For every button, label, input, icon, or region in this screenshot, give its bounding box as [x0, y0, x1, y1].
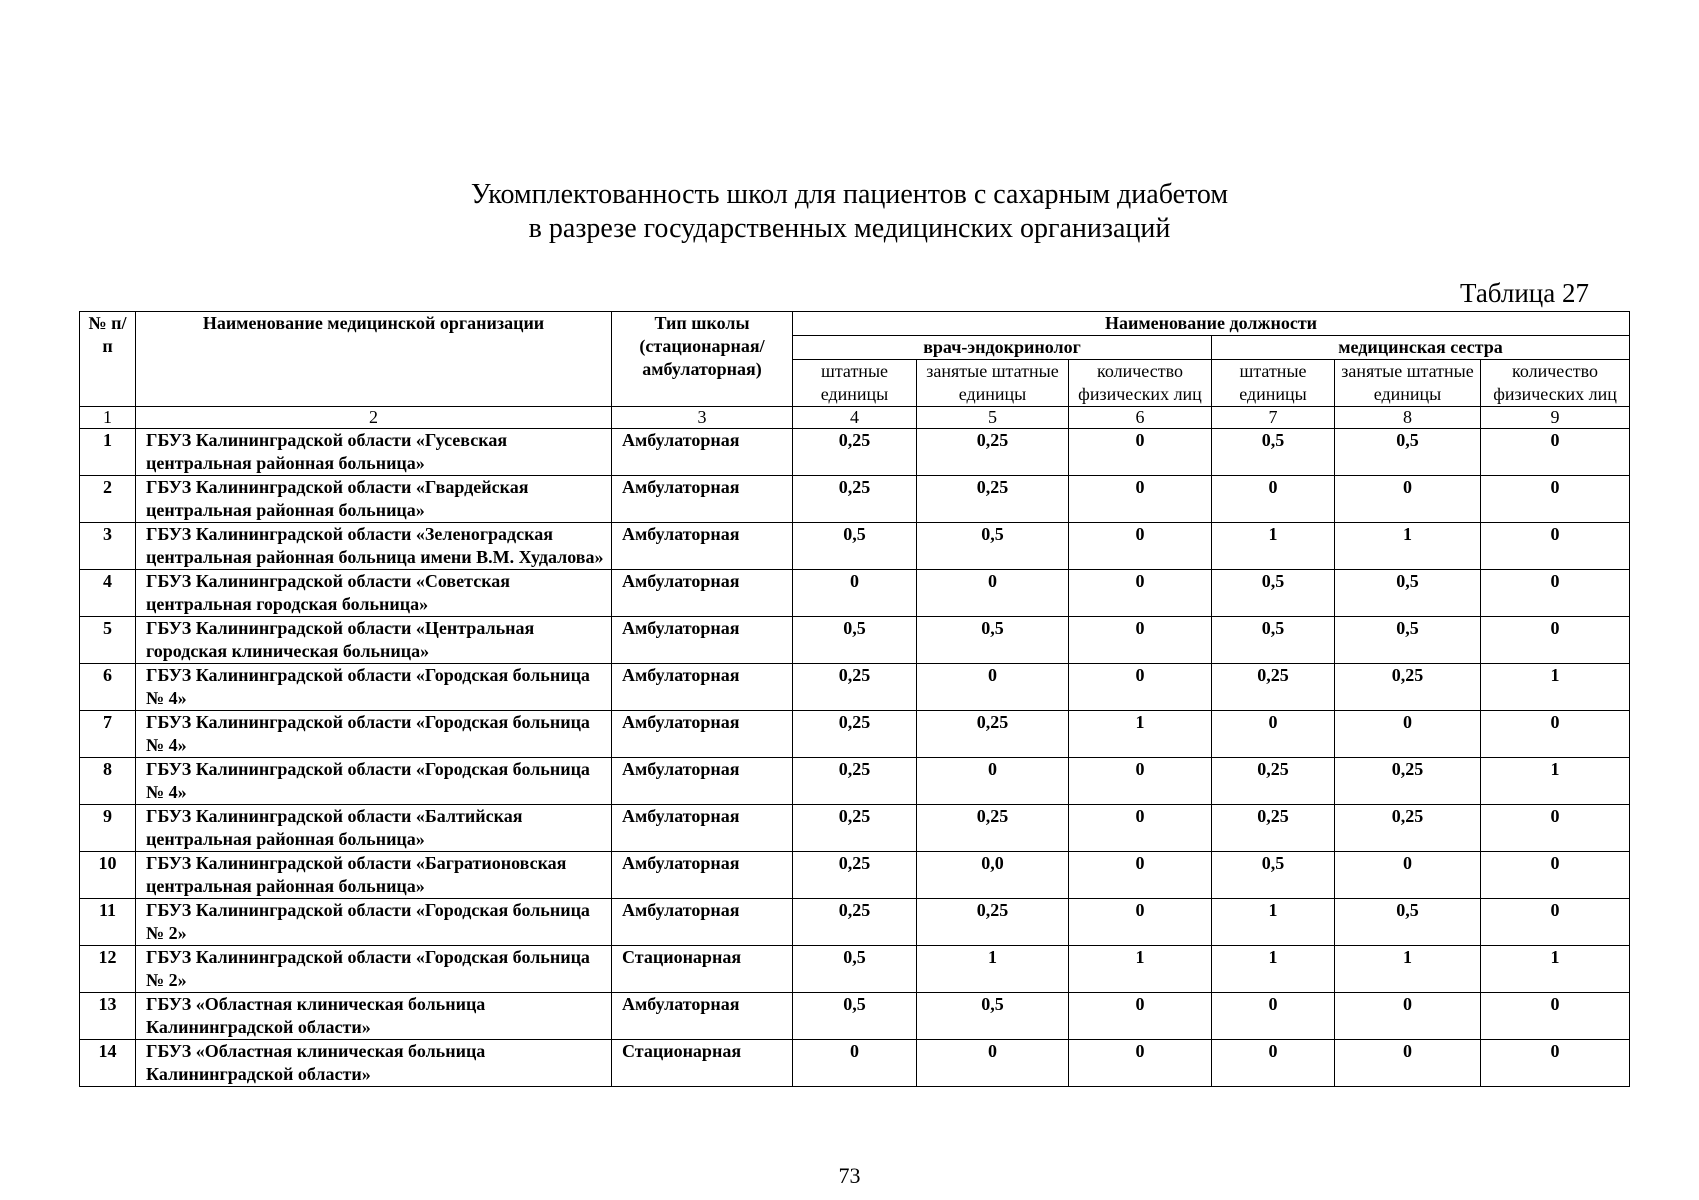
row-number: 13 [80, 993, 136, 1040]
school-type-cell: Амбулаторная [612, 993, 793, 1040]
document-title [0, 178, 1699, 246]
header-type: Тип школы (стационарная/ амбулаторная) [612, 312, 793, 407]
header-nurse-persons: количество физических лиц [1481, 360, 1630, 407]
org-name-cell: ГБУЗ Калининградской области «Советская центральная городская больница» [136, 570, 612, 617]
org-name-cell: ГБУЗ Калининградской области «Городская больница № 4» [136, 711, 612, 758]
col-number: 9 [1481, 407, 1630, 429]
header-doctor: врач-эндокринолог [793, 336, 1212, 360]
value-cell: 0,25 [793, 664, 917, 711]
value-cell: 0,25 [1335, 664, 1481, 711]
title-line-1: Укомплектованность школ для пациентов с сахарным диабетом [470, 179, 1229, 210]
value-cell: 0,25 [793, 852, 917, 899]
col-number: 3 [612, 407, 793, 429]
table-row [80, 570, 1630, 617]
header-doctor-occupied-units: занятые штатные единицы [917, 360, 1069, 407]
value-cell: 1 [1212, 946, 1335, 993]
row-number: 10 [80, 852, 136, 899]
value-cell: 0,25 [917, 476, 1069, 523]
value-cell: 0 [1481, 993, 1630, 1040]
value-cell: 0 [1069, 664, 1212, 711]
value-cell: 1 [1481, 664, 1630, 711]
table-row [80, 476, 1630, 523]
org-name-cell: ГБУЗ Калининградской области «Центральная городская клиническая больница» [136, 617, 612, 664]
value-cell: 0 [1212, 476, 1335, 523]
header-doctor-persons: количество физических лиц [1069, 360, 1212, 407]
table-row [80, 664, 1630, 711]
value-cell: 0 [793, 1040, 917, 1087]
value-cell: 0,5 [1335, 899, 1481, 946]
school-type-cell: Амбулаторная [612, 476, 793, 523]
school-type-cell: Амбулаторная [612, 570, 793, 617]
header-nurse: медицинская сестра [1212, 336, 1630, 360]
value-cell: 1 [917, 946, 1069, 993]
row-number: 9 [80, 805, 136, 852]
col-number: 1 [80, 407, 136, 429]
col-number: 2 [136, 407, 612, 429]
value-cell: 0,5 [1212, 617, 1335, 664]
header-nurse-occupied-units: занятые штатные единицы [1335, 360, 1481, 407]
school-type-cell: Амбулаторная [612, 617, 793, 664]
value-cell: 0 [1335, 852, 1481, 899]
value-cell: 0,5 [1335, 429, 1481, 476]
value-cell: 0,25 [793, 429, 917, 476]
value-cell: 0 [917, 758, 1069, 805]
table-row [80, 617, 1630, 664]
school-type-cell: Стационарная [612, 1040, 793, 1087]
value-cell: 0,5 [1335, 617, 1481, 664]
value-cell: 0,5 [917, 617, 1069, 664]
col-number: 5 [917, 407, 1069, 429]
value-cell: 0 [1069, 805, 1212, 852]
table-body [80, 429, 1630, 1087]
header-num: № п/п [80, 312, 136, 407]
value-cell: 0 [1069, 1040, 1212, 1087]
row-number: 6 [80, 664, 136, 711]
value-cell: 0 [1069, 758, 1212, 805]
value-cell: 0,25 [793, 805, 917, 852]
org-name-cell: ГБУЗ «Областная клиническая больница Калининградской области» [136, 1040, 612, 1087]
value-cell: 0 [1481, 1040, 1630, 1087]
value-cell: 0,25 [917, 711, 1069, 758]
row-number: 4 [80, 570, 136, 617]
header-org: Наименование медицинской организации [136, 312, 612, 407]
value-cell: 0 [1069, 852, 1212, 899]
header-nurse-staff-units: штатные единицы [1212, 360, 1335, 407]
school-type-cell: Амбулаторная [612, 429, 793, 476]
value-cell: 1 [1212, 523, 1335, 570]
value-cell: 0,5 [1335, 570, 1481, 617]
staffing-table [79, 311, 1630, 1087]
value-cell: 0 [917, 1040, 1069, 1087]
value-cell: 0,25 [1212, 805, 1335, 852]
value-cell: 0 [1069, 617, 1212, 664]
value-cell: 1 [1335, 946, 1481, 993]
table-row [80, 899, 1630, 946]
value-cell: 0 [1069, 899, 1212, 946]
school-type-cell: Амбулаторная [612, 664, 793, 711]
value-cell: 0,5 [1212, 852, 1335, 899]
value-cell: 0 [1481, 617, 1630, 664]
value-cell: 1 [1069, 711, 1212, 758]
value-cell: 0 [793, 570, 917, 617]
school-type-cell: Амбулаторная [612, 758, 793, 805]
column-number-row [80, 407, 1630, 429]
title-line-2: в разрезе государственных медицинских организаций [528, 213, 1171, 244]
org-name-cell: ГБУЗ Калининградской области «Городская больница № 4» [136, 758, 612, 805]
value-cell: 0,25 [917, 429, 1069, 476]
value-cell: 0,25 [793, 476, 917, 523]
value-cell: 0 [1481, 476, 1630, 523]
org-name-cell: ГБУЗ Калининградской области «Городская больница № 4» [136, 664, 612, 711]
table-row [80, 852, 1630, 899]
value-cell: 0,5 [793, 946, 917, 993]
value-cell: 0 [1481, 523, 1630, 570]
value-cell: 0 [1335, 993, 1481, 1040]
row-number: 7 [80, 711, 136, 758]
value-cell: 1 [1069, 946, 1212, 993]
value-cell: 0 [1481, 570, 1630, 617]
value-cell: 0 [1481, 711, 1630, 758]
value-cell: 0,25 [793, 711, 917, 758]
value-cell: 1 [1335, 523, 1481, 570]
table-row [80, 805, 1630, 852]
value-cell: 0 [1481, 899, 1630, 946]
value-cell: 0,5 [1212, 429, 1335, 476]
value-cell: 0,5 [793, 523, 917, 570]
row-number: 5 [80, 617, 136, 664]
org-name-cell: ГБУЗ Калининградской области «Багратионовская центральная районная больница» [136, 852, 612, 899]
table-row [80, 993, 1630, 1040]
value-cell: 0 [1212, 1040, 1335, 1087]
table-row [80, 429, 1630, 476]
school-type-cell: Амбулаторная [612, 805, 793, 852]
col-number: 4 [793, 407, 917, 429]
value-cell: 0,25 [917, 899, 1069, 946]
table-row [80, 711, 1630, 758]
org-name-cell: ГБУЗ Калининградской области «Городская больница № 2» [136, 946, 612, 993]
value-cell: 0,5 [793, 993, 917, 1040]
table-row [80, 946, 1630, 993]
value-cell: 0 [1335, 476, 1481, 523]
value-cell: 0,0 [917, 852, 1069, 899]
value-cell: 0 [1212, 993, 1335, 1040]
row-number: 3 [80, 523, 136, 570]
value-cell: 0,25 [1212, 758, 1335, 805]
header-doctor-staff-units: штатные единицы [793, 360, 917, 407]
value-cell: 0,5 [1212, 570, 1335, 617]
col-number: 7 [1212, 407, 1335, 429]
value-cell: 0,25 [917, 805, 1069, 852]
table-row [80, 758, 1630, 805]
org-name-cell: ГБУЗ Калининградской области «Гвардейская центральная районная больница» [136, 476, 612, 523]
value-cell: 0 [1335, 711, 1481, 758]
value-cell: 0 [1481, 805, 1630, 852]
school-type-cell: Амбулаторная [612, 899, 793, 946]
value-cell: 1 [1481, 946, 1630, 993]
row-number: 8 [80, 758, 136, 805]
value-cell: 1 [1212, 899, 1335, 946]
value-cell: 0 [1212, 711, 1335, 758]
value-cell: 0 [1069, 570, 1212, 617]
value-cell: 0 [1069, 993, 1212, 1040]
value-cell: 0 [917, 570, 1069, 617]
row-number: 14 [80, 1040, 136, 1087]
col-number: 8 [1335, 407, 1481, 429]
row-number: 1 [80, 429, 136, 476]
header-position: Наименование должности [793, 312, 1630, 336]
value-cell: 0,5 [917, 993, 1069, 1040]
value-cell: 0 [1069, 429, 1212, 476]
school-type-cell: Амбулаторная [612, 852, 793, 899]
school-type-cell: Амбулаторная [612, 523, 793, 570]
value-cell: 0 [1481, 852, 1630, 899]
table-row [80, 523, 1630, 570]
value-cell: 1 [1481, 758, 1630, 805]
col-number: 6 [1069, 407, 1212, 429]
row-number: 11 [80, 899, 136, 946]
org-name-cell: ГБУЗ Калининградской области «Городская больница № 2» [136, 899, 612, 946]
table-label: Таблица 27 [1460, 278, 1589, 308]
value-cell: 0 [1069, 523, 1212, 570]
org-name-cell: ГБУЗ Калининградской области «Балтийская центральная районная больница» [136, 805, 612, 852]
school-type-cell: Амбулаторная [612, 711, 793, 758]
table-row [80, 1040, 1630, 1087]
value-cell: 0 [1481, 429, 1630, 476]
page-number: 73 [838, 1163, 861, 1188]
value-cell: 0 [1069, 476, 1212, 523]
value-cell: 0,25 [1212, 664, 1335, 711]
value-cell: 0,25 [793, 758, 917, 805]
value-cell: 0,25 [793, 899, 917, 946]
org-name-cell: ГБУЗ Калининградской области «Зеленоградская центральная районная больница имени В.М. Худалова» [136, 523, 612, 570]
org-name-cell: ГБУЗ Калининградской области «Гусевская центральная районная больница» [136, 429, 612, 476]
value-cell: 0,25 [1335, 805, 1481, 852]
value-cell: 0,5 [917, 523, 1069, 570]
row-number: 2 [80, 476, 136, 523]
org-name-cell: ГБУЗ «Областная клиническая больница Калининградской области» [136, 993, 612, 1040]
value-cell: 0,25 [1335, 758, 1481, 805]
school-type-cell: Стационарная [612, 946, 793, 993]
value-cell: 0 [917, 664, 1069, 711]
row-number: 12 [80, 946, 136, 993]
value-cell: 0,5 [793, 617, 917, 664]
value-cell: 0 [1335, 1040, 1481, 1087]
